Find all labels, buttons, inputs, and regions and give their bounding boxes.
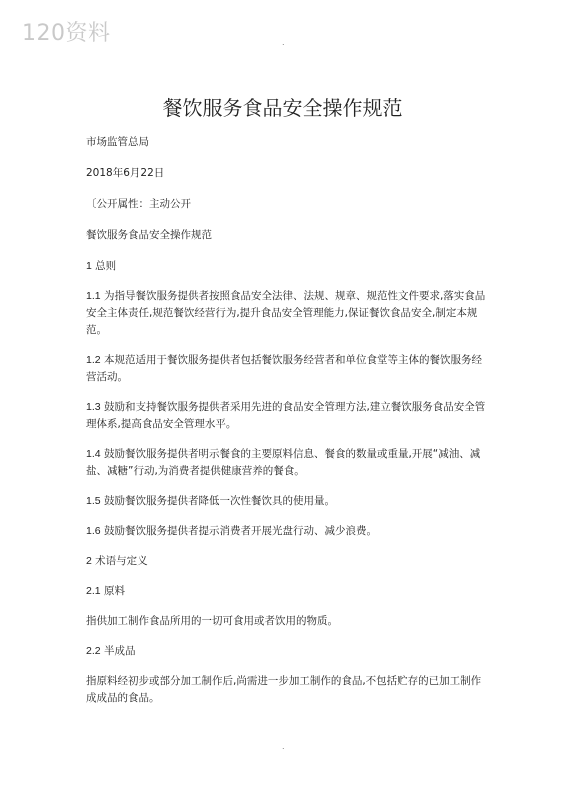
disclosure-attribute: 〔公开属性：主动公开 [86,198,191,210]
section-1-5 [86,493,486,510]
section-number: 2.2 [86,645,101,657]
section-1-1 [86,288,486,339]
document-body [86,134,486,720]
section-text: 指供加工制作食品所用的一切可食用或者饮用的物质。 [86,615,338,627]
section-2 [86,553,486,570]
section-text: 总则 [91,260,117,272]
section-text: 为指导餐饮服务提供者按照食品安全法律、法规、规章、规范性文件要求,落实食品安全主体责任,规范餐饮经营行为,提升食品安全管理能力,保证餐饮食品安全,制定本规范。 [86,290,486,336]
section-number: 1.1 [86,290,101,302]
section-number: 1 [86,260,92,272]
section-number: 1.5 [86,495,101,507]
publish-date: 2018年6月22日 [86,167,165,179]
section-text: 原料 [100,585,125,597]
section-text: 半成品 [100,645,136,657]
watermark: 120资料 [22,21,111,46]
section-text: 鼓励和支持餐饮服务提供者采用先进的食品安全管理方法,建立餐饮服务食品安全管理体系,提高食品安全管理水平。 [86,401,486,430]
section-number: 1.6 [86,525,101,537]
footer-dot: . [282,742,285,751]
section-text: 术语与定义 [91,555,148,567]
section-number: 2 [86,555,92,567]
section-text: 本规范适用于餐饮服务提供者包括餐饮服务经营者和单位食堂等主体的餐饮服务经营活动。 [86,354,482,383]
section-number: 1.3 [86,401,101,413]
section-text: 鼓励餐饮服务提供者明示餐食的主要原料信息、餐食的数量或重量,开展“减油、减盐、减糖”行动,为消费者提供健康营养的餐食。 [86,448,481,477]
section-1 [86,258,486,275]
header-dot: . [282,38,285,47]
definition-semi-finished [86,673,486,707]
section-number: 2.1 [86,585,101,597]
document-name: 餐饮服务食品安全操作规范 [86,229,212,241]
section-number: 1.2 [86,354,101,366]
section-text: 指原料经初步或部分加工制作后,尚需进一步加工制作的食品,不包括贮存的已加工制作成成品的食品。 [86,675,482,704]
section-text: 鼓励餐饮服务提供者降低一次性餐饮具的使用量。 [100,495,335,507]
section-1-2 [86,352,486,386]
section-text: 鼓励餐饮服务提供者提示消费者开展光盘行动、减少浪费。 [100,525,377,537]
section-1-3 [86,399,486,433]
publisher: 市场监管总局 [86,136,149,148]
section-1-4 [86,446,486,480]
section-1-6 [86,523,486,540]
section-number: 1.4 [86,448,101,460]
page-title: 餐饮服务食品安全操作规范 [162,96,403,120]
section-2-1 [86,583,486,600]
definition-raw-material [86,613,486,630]
section-2-2 [86,643,486,660]
